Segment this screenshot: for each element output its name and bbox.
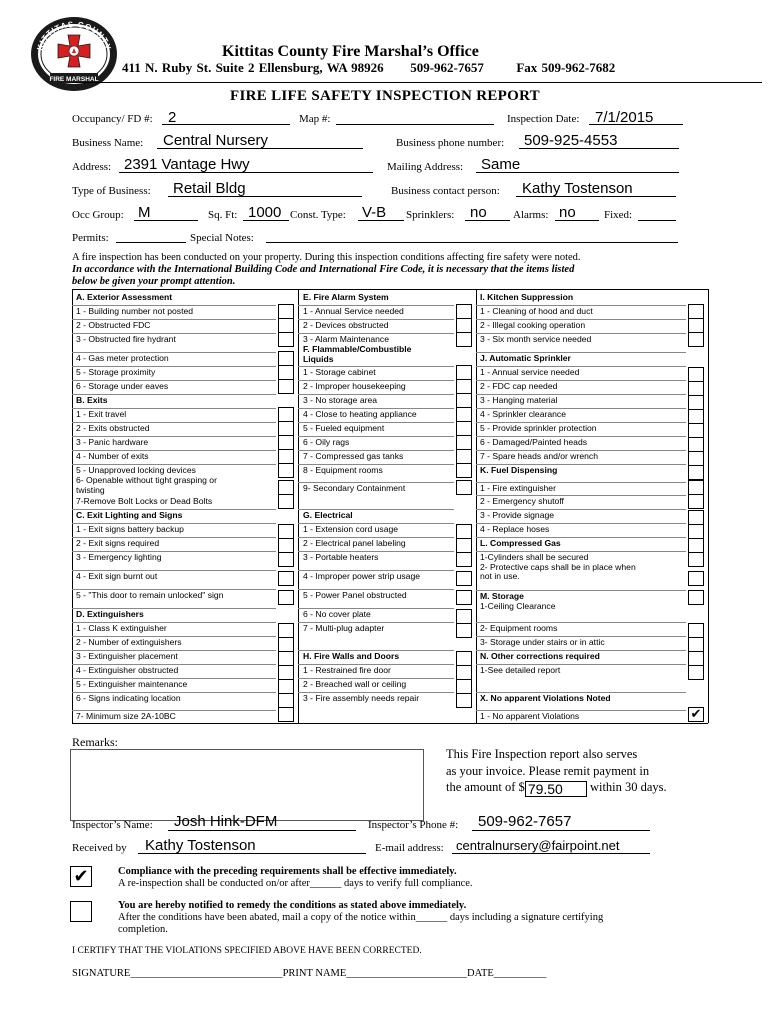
violation-item: 2 - Electrical panel labeling — [303, 538, 406, 548]
violation-item: 2 - Obstructed FDC — [76, 320, 151, 330]
violation-checkbox[interactable] — [278, 637, 294, 652]
section-heading: K. Fuel Dispensing — [480, 465, 558, 475]
table-column-border — [476, 289, 477, 723]
violation-item: 2 - Emergency shutoff — [480, 496, 564, 506]
violation-item: 5 - Power Panel obstructed — [303, 590, 407, 600]
inspection-date-label: Inspection Date: — [507, 113, 580, 125]
remarks-label: Remarks: — [72, 735, 118, 749]
section-heading: M. Storage — [480, 591, 524, 601]
mailing-address-label: Mailing Address: — [387, 161, 464, 173]
violation-item: 4 - Gas meter protection — [76, 353, 169, 363]
violation-checkbox[interactable] — [278, 435, 294, 450]
signature-line[interactable]: SIGNATURE_____________________________PRINT NAME_______________________DATE__________ — [72, 968, 547, 979]
violation-item: 3 - Hanging material — [480, 395, 558, 405]
violation-checkbox[interactable] — [688, 524, 704, 539]
received-by-label: Received by — [72, 842, 127, 854]
alarms-label: Alarms: — [513, 209, 549, 221]
section-heading: F. Flammable/Combustible — [303, 344, 412, 354]
violation-checkbox[interactable]: ✔ — [688, 707, 704, 722]
inspection-date-field[interactable]: 7/1/2015 — [595, 109, 654, 126]
section-heading: B. Exits — [76, 395, 108, 405]
violation-item: 2 - Devices obstructed — [303, 320, 389, 330]
office-fax: Fax 509-962-7682 — [516, 60, 616, 75]
section-heading: D. Extinguishers — [76, 609, 144, 619]
violation-item: 6 - Signs indicating location — [76, 693, 181, 703]
violation-item: 7-Remove Bolt Locks or Dead Bolts — [76, 496, 213, 506]
violation-checkbox[interactable] — [278, 304, 294, 319]
violation-item: 7 - Multi-plug adapter — [303, 623, 385, 633]
section-heading: H. Fire Walls and Doors — [303, 651, 400, 661]
violation-checkbox[interactable] — [278, 365, 294, 380]
violation-item: 2 - Improper housekeeping — [303, 381, 406, 391]
violation-item: 3 - Fire assembly needs repair — [303, 693, 420, 703]
section-heading: Liquids — [303, 354, 334, 364]
certify-statement: I CERTIFY THAT THE VIOLATIONS SPECIFIED ABOVE HAVE BEEN CORRECTED. — [72, 946, 422, 956]
office-title: Kittitas County Fire Marshal’s Office — [222, 43, 479, 60]
violation-checkbox[interactable] — [278, 332, 294, 347]
violation-item: 2 - Exit signs required — [76, 538, 160, 548]
violation-checkbox[interactable] — [688, 367, 704, 382]
violation-checkbox[interactable] — [278, 449, 294, 464]
violation-checkbox[interactable] — [278, 480, 294, 495]
violation-item: 4 - Sprinkler clearance — [480, 409, 566, 419]
violation-checkbox[interactable] — [456, 480, 472, 495]
table-bottom-border — [72, 723, 708, 724]
business-name-label: Business Name: — [72, 137, 144, 149]
violation-checkbox[interactable] — [456, 421, 472, 436]
section-heading: E. Fire Alarm System — [303, 292, 389, 302]
invoice-line-3a: the amount of $ — [446, 780, 525, 794]
intro-line-3: below be given your prompt attention. — [72, 276, 236, 287]
const-type-field[interactable]: V-B — [362, 204, 387, 221]
violation-checkbox[interactable] — [456, 571, 472, 586]
occupancy-label: Occupancy/ FD #: — [72, 113, 153, 125]
violation-item: 2- Protective caps shall be in place when — [480, 562, 636, 572]
violation-checkbox[interactable] — [456, 665, 472, 680]
logo-bottom-text: FIRE MARSHAL — [49, 76, 99, 83]
violation-checkbox[interactable] — [456, 693, 472, 708]
intro-line-2: In accordance with the International Building Code and International Fire Code, it is necessary that the items listed — [72, 264, 575, 275]
violation-item: 3 - Provide signage — [480, 510, 555, 520]
violation-checkbox[interactable] — [278, 665, 294, 680]
intro-line-1: A fire inspection has been conducted on your property. During this inspection conditions affecting fire safety were noted. — [72, 252, 581, 263]
violation-checkbox[interactable] — [688, 318, 704, 333]
violation-item: 5 - Fueled equipment — [303, 423, 385, 433]
violation-item: 1 - Class K extinguisher — [76, 623, 167, 633]
violation-checkbox[interactable] — [456, 538, 472, 553]
violation-item: 1 - Restrained fire door — [303, 665, 391, 675]
business-type-label: Type of Business: — [72, 185, 151, 197]
compliance-text-2b: completion. — [118, 924, 168, 935]
violation-checkbox[interactable] — [456, 449, 472, 464]
violation-item: 1 - Extension cord usage — [303, 524, 399, 534]
section-heading: N. Other corrections required — [480, 651, 600, 661]
violation-item: 6- Openable without tight grasping or — [76, 475, 217, 485]
violation-checkbox[interactable] — [688, 571, 704, 586]
violation-checkbox[interactable] — [688, 510, 704, 525]
violation-checkbox[interactable] — [688, 480, 704, 495]
violation-item: 7- Minimum size 2A-10BC — [76, 711, 176, 721]
violation-checkbox[interactable] — [688, 381, 704, 396]
compliance-bold-1: Compliance with the preceding requirements shall be effective immediately. — [118, 866, 457, 877]
violation-checkbox[interactable] — [278, 590, 294, 605]
violation-item: 2 - Number of extinguishers — [76, 637, 182, 647]
violation-checkbox[interactable] — [456, 524, 472, 539]
permits-label: Permits: — [72, 232, 109, 244]
violation-checkbox[interactable] — [278, 679, 294, 694]
violation-item: 3- Storage under stairs or in attic — [480, 637, 605, 647]
violation-item: 6 - No cover plate — [303, 609, 371, 619]
violation-item: 1 - No apparent Violations — [480, 711, 580, 721]
violation-item: 1 - Cleaning of hood and duct — [480, 306, 593, 316]
violation-item: 3 - Extinguisher placement — [76, 651, 178, 661]
violation-item: 1 - Building number not posted — [76, 306, 194, 316]
violation-checkbox[interactable] — [688, 465, 704, 480]
table-column-border — [298, 289, 299, 723]
violation-checkbox[interactable] — [278, 318, 294, 333]
violation-item: 6 - Oily rags — [303, 437, 350, 447]
inspector-name-field[interactable]: Josh Hink-DFM — [174, 813, 278, 830]
violation-item: 3 - No storage area — [303, 395, 378, 405]
violation-item: 3 - Portable heaters — [303, 552, 379, 562]
sqft-field[interactable]: 1000 — [248, 204, 282, 221]
compliance-text-2a: After the conditions have been abated, mail a copy of the notice within______ days including a signature certifying — [118, 912, 604, 923]
violation-item: 3 - Six month service needed — [480, 334, 592, 344]
business-name-field[interactable]: Central Nursery — [163, 132, 269, 149]
violation-item: 4 - Number of exits — [76, 451, 149, 461]
business-type-field[interactable]: Retail Bldg — [173, 180, 246, 197]
address-field[interactable]: 2391 Vantage Hwy — [124, 156, 250, 173]
violation-checkbox[interactable] — [278, 524, 294, 539]
address-label: Address: — [72, 161, 112, 173]
violation-item: 7 - Spare heads and/or wrench — [480, 451, 598, 461]
const-type-label: Const. Type: — [290, 209, 346, 221]
violation-item: 2 - Exits obstructed — [76, 423, 150, 433]
compliance-immediate-checkbox[interactable]: ✔ — [70, 866, 92, 887]
violation-item: 1 - Annual Service needed — [303, 306, 404, 316]
violation-checkbox[interactable] — [456, 609, 472, 624]
business-phone-label: Business phone number: — [396, 137, 505, 149]
violation-checkbox[interactable] — [278, 538, 294, 553]
violation-item: 5 - Unapproved locking devices — [76, 465, 196, 475]
violation-checkbox[interactable] — [278, 623, 294, 638]
section-heading: I. Kitchen Suppression — [480, 292, 574, 302]
violation-checkbox[interactable] — [456, 623, 472, 638]
violation-checkbox[interactable] — [688, 590, 704, 605]
table-top-border — [72, 289, 708, 290]
violation-item: 2 - Illegal cooking operation — [480, 320, 586, 330]
violation-checkbox[interactable] — [278, 571, 294, 586]
invoice-amount-field[interactable]: 79.50 — [525, 781, 587, 797]
occ-group-label: Occ Group: — [72, 209, 124, 221]
violation-checkbox[interactable] — [456, 318, 472, 333]
violation-checkbox[interactable] — [456, 552, 472, 567]
invoice-line-2: as your invoice. Please remit payment in — [446, 763, 650, 778]
violation-checkbox[interactable] — [688, 552, 704, 567]
violation-checkbox[interactable] — [456, 304, 472, 319]
violation-checkbox[interactable] — [456, 435, 472, 450]
violation-checkbox[interactable] — [278, 463, 294, 478]
violation-item: 5 - "This door to remain unlocked" sign — [76, 590, 224, 600]
violation-checkbox[interactable] — [456, 679, 472, 694]
violation-item: 1 - Annual service needed — [480, 367, 580, 377]
violation-item: 4 - Close to heating appliance — [303, 409, 417, 419]
violation-checkbox[interactable] — [688, 437, 704, 452]
sprinklers-label: Sprinklers: — [406, 209, 455, 221]
compliance-bold-2: You are hereby notified to remedy the conditions as stated above immediately. — [118, 900, 467, 911]
violation-item: 4 - Extinguisher obstructed — [76, 665, 179, 675]
header-divider — [72, 82, 762, 83]
violation-checkbox[interactable] — [456, 651, 472, 666]
section-heading: X. No apparent Violations Noted — [480, 693, 611, 703]
violation-item: 2 - Breached wall or ceiling — [303, 679, 407, 689]
table-column-border — [72, 289, 73, 723]
violation-item: 5 - Storage proximity — [76, 367, 156, 377]
violation-checkbox[interactable] — [456, 332, 472, 347]
violation-checkbox[interactable] — [688, 423, 704, 438]
violation-item: 4 - Improper power strip usage — [303, 571, 421, 581]
invoice-line-3b: within 30 days. — [589, 780, 667, 794]
section-heading: L. Compressed Gas — [480, 538, 561, 548]
violation-item: not in use. — [480, 571, 520, 581]
sqft-label: Sq. Ft: — [208, 209, 238, 221]
occupancy-field[interactable]: 2 — [168, 109, 177, 126]
inspector-phone-label: Inspector’s Phone #: — [368, 819, 459, 831]
compliance-immediate-text — [118, 866, 473, 890]
section-heading: C. Exit Lighting and Signs — [76, 510, 183, 520]
violation-checkbox[interactable] — [688, 409, 704, 424]
violation-checkbox[interactable] — [456, 365, 472, 380]
inspector-name-label: Inspector’s Name: — [72, 819, 153, 831]
violation-checkbox[interactable] — [278, 552, 294, 567]
violation-item: 6 - Storage under eaves — [76, 381, 169, 391]
violation-item: 6 - Damaged/Painted heads — [480, 437, 588, 447]
violation-checkbox[interactable] — [456, 379, 472, 394]
violation-item: 3 - Obstructed fire hydrant — [76, 334, 176, 344]
occ-group-field[interactable]: M — [138, 204, 151, 221]
violation-item: 2- Equipment rooms — [480, 623, 558, 633]
fixed-label: Fixed: — [604, 209, 633, 221]
contact-person-label: Business contact person: — [391, 185, 500, 197]
violation-item: 8 - Equipment rooms — [303, 465, 383, 475]
invoice-line-1: This Fire Inspection report also serves — [446, 747, 638, 761]
office-phone: 509-962-7657 — [410, 60, 484, 75]
office-address-line — [122, 60, 615, 76]
compliance-text-1: A re-inspection shall be conducted on/or after______ days to verify full compliance. — [118, 878, 473, 889]
alarms-field[interactable]: no — [559, 204, 576, 221]
violation-checkbox[interactable] — [688, 623, 704, 638]
invoice-note — [446, 746, 667, 797]
violation-item: 3 - Alarm Maintenance — [303, 334, 389, 344]
violations-table — [72, 289, 708, 723]
violation-item: 1 - Fire extinguisher — [480, 483, 556, 493]
violation-checkbox[interactable] — [278, 407, 294, 422]
contact-person-field[interactable]: Kathy Tostenson — [522, 180, 633, 197]
violation-item: 1-Cylinders shall be secured — [480, 552, 589, 562]
violation-checkbox[interactable] — [688, 332, 704, 347]
violation-checkbox[interactable] — [456, 590, 472, 605]
violation-checkbox[interactable] — [688, 538, 704, 553]
violation-checkbox[interactable] — [688, 651, 704, 666]
email-field[interactable]: centralnursery@fairpoint.net — [456, 838, 620, 853]
violation-item: 1 - Exit signs battery backup — [76, 524, 184, 534]
violation-checkbox[interactable] — [456, 463, 472, 478]
inspector-phone-field[interactable]: 509-962-7657 — [478, 813, 572, 830]
violation-item: 3 - Emergency lighting — [76, 552, 162, 562]
map-label: Map #: — [299, 113, 331, 125]
mailing-address-field[interactable]: Same — [481, 156, 521, 173]
violation-item: 9- Secondary Containment — [303, 483, 406, 493]
violation-checkbox[interactable] — [278, 351, 294, 366]
remedy-conditions-checkbox[interactable] — [70, 901, 92, 922]
section-heading: A. Exterior Assessment — [76, 292, 173, 302]
violation-checkbox[interactable] — [278, 693, 294, 708]
violation-checkbox[interactable] — [688, 665, 704, 680]
violation-item: 5 - Extinguisher maintenance — [76, 679, 188, 689]
business-phone-field[interactable]: 509-925-4553 — [524, 132, 618, 149]
violation-checkbox[interactable] — [688, 637, 704, 652]
violation-checkbox[interactable] — [278, 379, 294, 394]
violation-checkbox[interactable] — [688, 304, 704, 319]
received-by-field[interactable]: Kathy Tostenson — [145, 837, 256, 854]
table-column-border — [708, 289, 709, 723]
violation-checkbox[interactable] — [278, 494, 294, 509]
violation-checkbox[interactable] — [688, 395, 704, 410]
email-label: E-mail address: — [375, 842, 444, 854]
logo-top-text: KITTITAS COUNTY — [35, 19, 113, 52]
special-notes-label: Special Notes: — [190, 232, 254, 244]
sprinklers-field[interactable]: no — [470, 204, 487, 221]
violation-item: 1-See detailed report — [480, 665, 561, 675]
violation-checkbox[interactable] — [456, 393, 472, 408]
violation-item: 1 - Exit travel — [76, 409, 127, 419]
section-heading: J. Automatic Sprinkler — [480, 353, 571, 363]
inspection-intro — [72, 252, 692, 288]
violation-item: 4 - Exit sign burnt out — [76, 571, 158, 581]
violation-item: 7 - Compressed gas tanks — [303, 451, 404, 461]
violation-checkbox[interactable] — [688, 494, 704, 509]
violation-checkbox[interactable] — [688, 451, 704, 466]
violation-item: twisting — [76, 485, 105, 495]
violation-item: 4 - Replace hoses — [480, 524, 550, 534]
violation-item: 2 - FDC cap needed — [480, 381, 558, 391]
violation-item: 5 - Provide sprinkler protection — [480, 423, 597, 433]
violation-item: 1-Ceiling Clearance — [480, 601, 556, 611]
office-address: 411 N. Ruby St. Suite 2 Ellensburg, WA 98926 — [122, 60, 384, 75]
violation-checkbox[interactable] — [278, 421, 294, 436]
section-heading: G. Electrical — [303, 510, 353, 520]
violation-item: 3 - Panic hardware — [76, 437, 149, 447]
report-title: FIRE LIFE SAFETY INSPECTION REPORT — [229, 88, 540, 104]
violation-item: 1 - Storage cabinet — [303, 367, 376, 377]
violation-checkbox[interactable] — [456, 407, 472, 422]
violation-checkbox[interactable] — [278, 707, 294, 722]
violation-checkbox[interactable] — [278, 651, 294, 666]
remarks-textarea[interactable] — [70, 749, 424, 821]
remedy-conditions-text — [118, 900, 603, 936]
